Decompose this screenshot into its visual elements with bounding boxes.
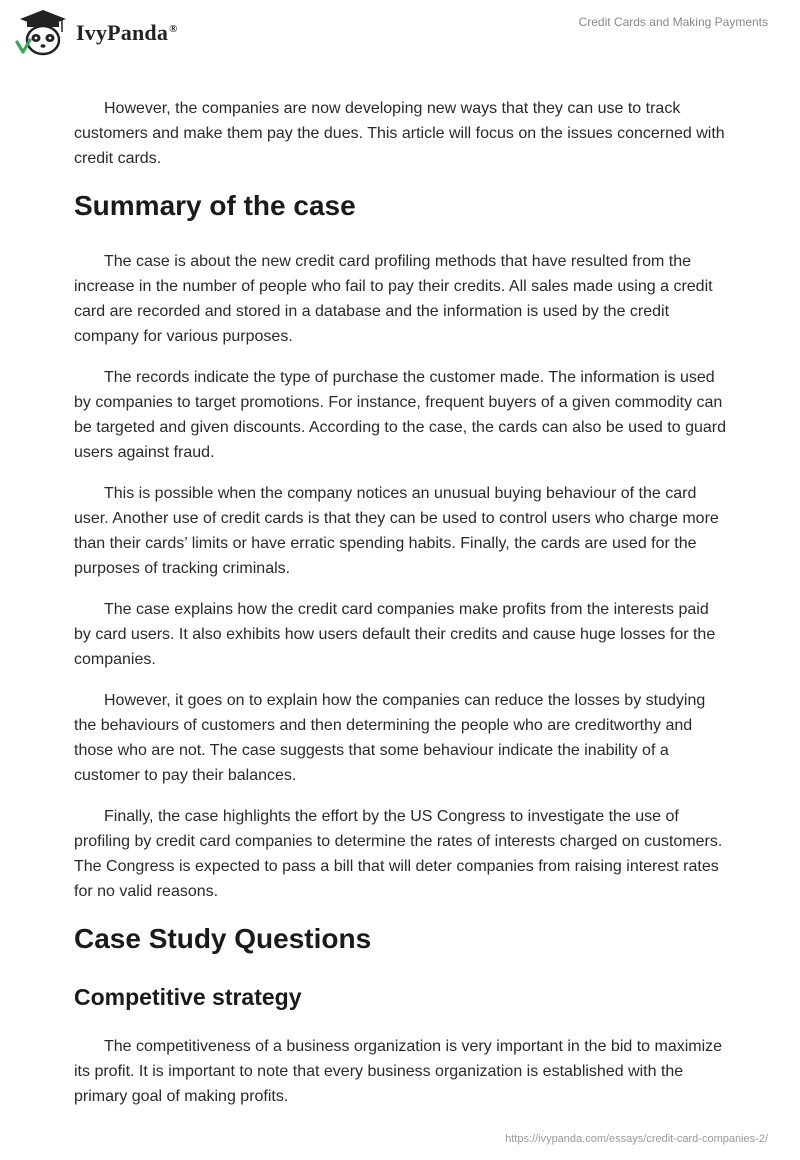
intro-paragraph: However, the companies are now developing new ways that they can use to track customers and make them pay the dues. This article will focus on the issues concerned with credit cards. bbox=[74, 100, 725, 167]
summary-paragraph: Finally, the case highlights the effort by the US Congress to investigate the use of profiling by credit card companies to determine the rates of interests charged on customers. The Congress is expected to pass a bill that will deter companies from raising interest rates for no valid reasons. bbox=[74, 808, 723, 900]
document-title: Credit Cards and Making Payments bbox=[578, 15, 768, 29]
panda-logo-icon bbox=[14, 8, 72, 58]
strategy-heading: Competitive strategy bbox=[74, 984, 302, 1010]
summary-paragraph: The case is about the new credit card profiling methods that have resulted from the increase in the number of people who fail to pay their credits. All sales made using a credit card are recorded and stored in a database and the information is used by the credit company for various purposes. bbox=[74, 253, 713, 345]
strategy-paragraph: The competitiveness of a business organization is very important in the bid to maximize its profit. It is important to note that every business organization is established with the primary goal of making profits. bbox=[74, 1038, 723, 1105]
summary-paragraph: The case explains how the credit card companies make profits from the interests paid by card users. It also exhibits how users default their credits and cause huge losses for the companies. bbox=[74, 601, 716, 668]
summary-paragraph: However, it goes on to explain how the companies can reduce the losses by studying the behaviours of customers and then determining the people who are creditworthy and those who are not. The case suggests that some behaviour indicate the inability of a customer to pay their balances. bbox=[74, 692, 706, 784]
brand-name: IvyPanda® bbox=[76, 20, 178, 45]
questions-heading: Case Study Questions bbox=[74, 923, 372, 954]
summary-paragraph: This is possible when the company notices an unusual buying behaviour of the card user. Another use of credit cards is that they can be used to control users who charge more than their cards’ limits or have erratic spending habits. Finally, the cards are used for the purposes of tracking criminals. bbox=[74, 485, 719, 577]
summary-paragraph: The records indicate the type of purchase the customer made. The information is used by companies to target promotions. For instance, frequent buyers of a given commodity can be targeted and given discounts. According to the case, the cards can also be used to guard users against fraud. bbox=[74, 369, 726, 461]
summary-heading: Summary of the case bbox=[74, 190, 356, 221]
article-body bbox=[74, 96, 726, 1125]
brand-logo[interactable] bbox=[14, 8, 178, 58]
source-url-link[interactable]: https://ivypanda.com/essays/credit-card-companies-2/ bbox=[505, 1133, 768, 1145]
page-header bbox=[0, 0, 800, 64]
